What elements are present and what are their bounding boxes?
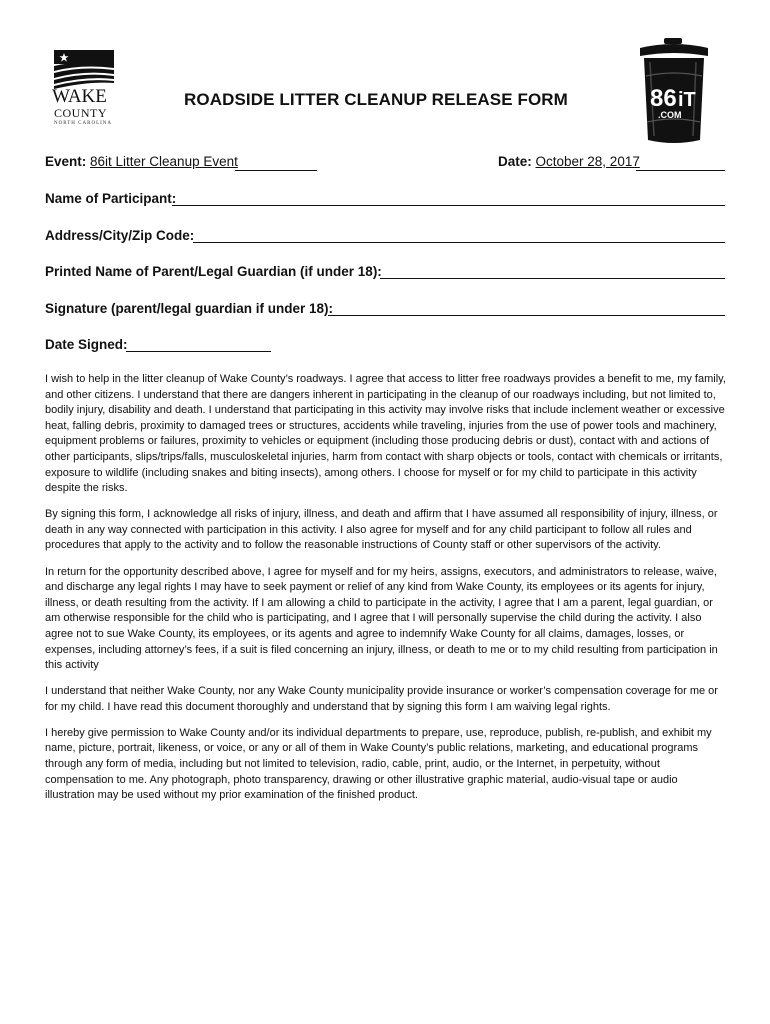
address-label: Address/City/Zip Code: (45, 228, 195, 243)
signature-label: Signature (parent/legal guardian if under 18): (45, 301, 334, 316)
event-label: Event (45, 154, 82, 169)
participant-input-line[interactable] (172, 205, 725, 206)
date-signed-field (45, 337, 128, 352)
paragraph-insurance: I understand that neither Wake County, nor any Wake County municipality provide insurance or worker’s compensation coverage for me or for my child. I have read this document thoroughly and understand that by signing this form I am waiving legal rights. (45, 685, 718, 713)
guardian-name-field (45, 264, 382, 279)
release-terms (45, 372, 730, 814)
paragraph-media-consent: I hereby give permission to Wake County and/or its individual departments to prepare, use, reproduce, publish, re-publish, and exhibit my name, picture, portrait, likeness, or voice, or any or all of them in Wake County’s public relations, marketing, and educational programs through any form of media, including but not limited to television, radio, cable, print, audio, or the Internet, in perpetuity, without compensation to me. Any photograph, photo transparency, drawing or other illustrative graphic material, audio-visual tape or audio illustration may be used without my prior examination of the finished product. (45, 726, 712, 802)
logo-wake-text: WAKE (52, 86, 107, 107)
date-signed-label: Date Signed: (45, 337, 128, 352)
86it-logo (636, 36, 712, 146)
date-label: Date (498, 154, 528, 169)
trash-can-icon (636, 36, 712, 146)
logo-it-text: iT (678, 89, 696, 111)
address-field (45, 228, 194, 243)
guardian-name-input-line[interactable] (380, 278, 725, 279)
date-signed-input-line[interactable] (126, 351, 271, 352)
paragraph-release: In return for the opportunity described above, I agree for myself and for my heirs, assigns, executors, and administrators to release, waive, and discharge any legal rights I may have to seek payment or relief of any kind from Wake County, its employees or its agents for injury, illness, or death resulting from the activity. If I am allowing a child to participate in the activity, I agree that I am a parent, legal guardian, or am otherwise responsible for the child who is participating, and I agree that I will personally supervise the child during the activity. I also agree not to sue Wake County, its employees, or its agents and agree to indemnify Wake County for all claims, damages, losses, or expenses, including attorney’s fees, if a suit is filed concerning an injury, illness, or death to me or to my child resulting from participation in this activity (45, 565, 718, 672)
paragraph-risks: I wish to help in the litter cleanup of Wake County’s roadways. I agree that access to litter free roadways provides a benefit to me, my family, and other citizens. I understand that there are dangers inherent in participating in the cleanup of our roadways including, but not limited to, bodily injury, disability and death. I understand that participating in this activity may involve risks that include inclement weather or excessive heat, falling debris, proximity to damaged trees or structures, accidents while traveling, injuries from the use of power tools and machinery, equipment problems or failures, proximity to vehicles or equipment (including those producing debris or dust), contact with and actions of other participants, slips/trips/falls, musculoskeletal injuries, harm from contact with sharp objects or tools, contact with chemicals or irritants, exposure to wildlife (including snakes and biting insects), among others. I choose for myself or for my child to participate in this activity despite the risks. (45, 373, 726, 495)
signature-input-line[interactable] (328, 315, 725, 316)
date-value: October 28, 2017 (535, 154, 640, 169)
wake-county-logo (50, 48, 122, 132)
signature-field (45, 301, 333, 316)
participant-field (45, 191, 176, 206)
logo-86-text: 86 (650, 85, 677, 112)
form-title: ROADSIDE LITTER CLEANUP RELEASE FORM (184, 90, 568, 109)
logo-county-text: COUNTY (54, 106, 107, 120)
date-field: Date: October 28, 2017 (498, 154, 640, 169)
event-underline (235, 170, 317, 171)
guardian-name-label: Printed Name of Parent/Legal Guardian (if under 18): (45, 264, 382, 279)
date-underline (636, 170, 725, 171)
event-value: 86it Litter Cleanup Event (90, 154, 238, 169)
paragraph-acknowledgement: By signing this form, I acknowledge all risks of injury, illness, and death and affirm that I have assumed all responsibility of injury, illness, or death in any way connected with participation in this activity. I also agree for myself and for any child participant to follow all rules and procedures that apply to the activity and to follow the reasonable instructions of County staff or other supervisors of the activity. (45, 508, 718, 552)
logo-state-text: NORTH CAROLINA (54, 121, 113, 126)
event-field: Event: 86it Litter Cleanup Event (45, 154, 238, 169)
address-input-line[interactable] (193, 242, 725, 243)
participant-label: Name of Participant: (45, 191, 177, 206)
logo-com-text: .COM (658, 110, 682, 120)
